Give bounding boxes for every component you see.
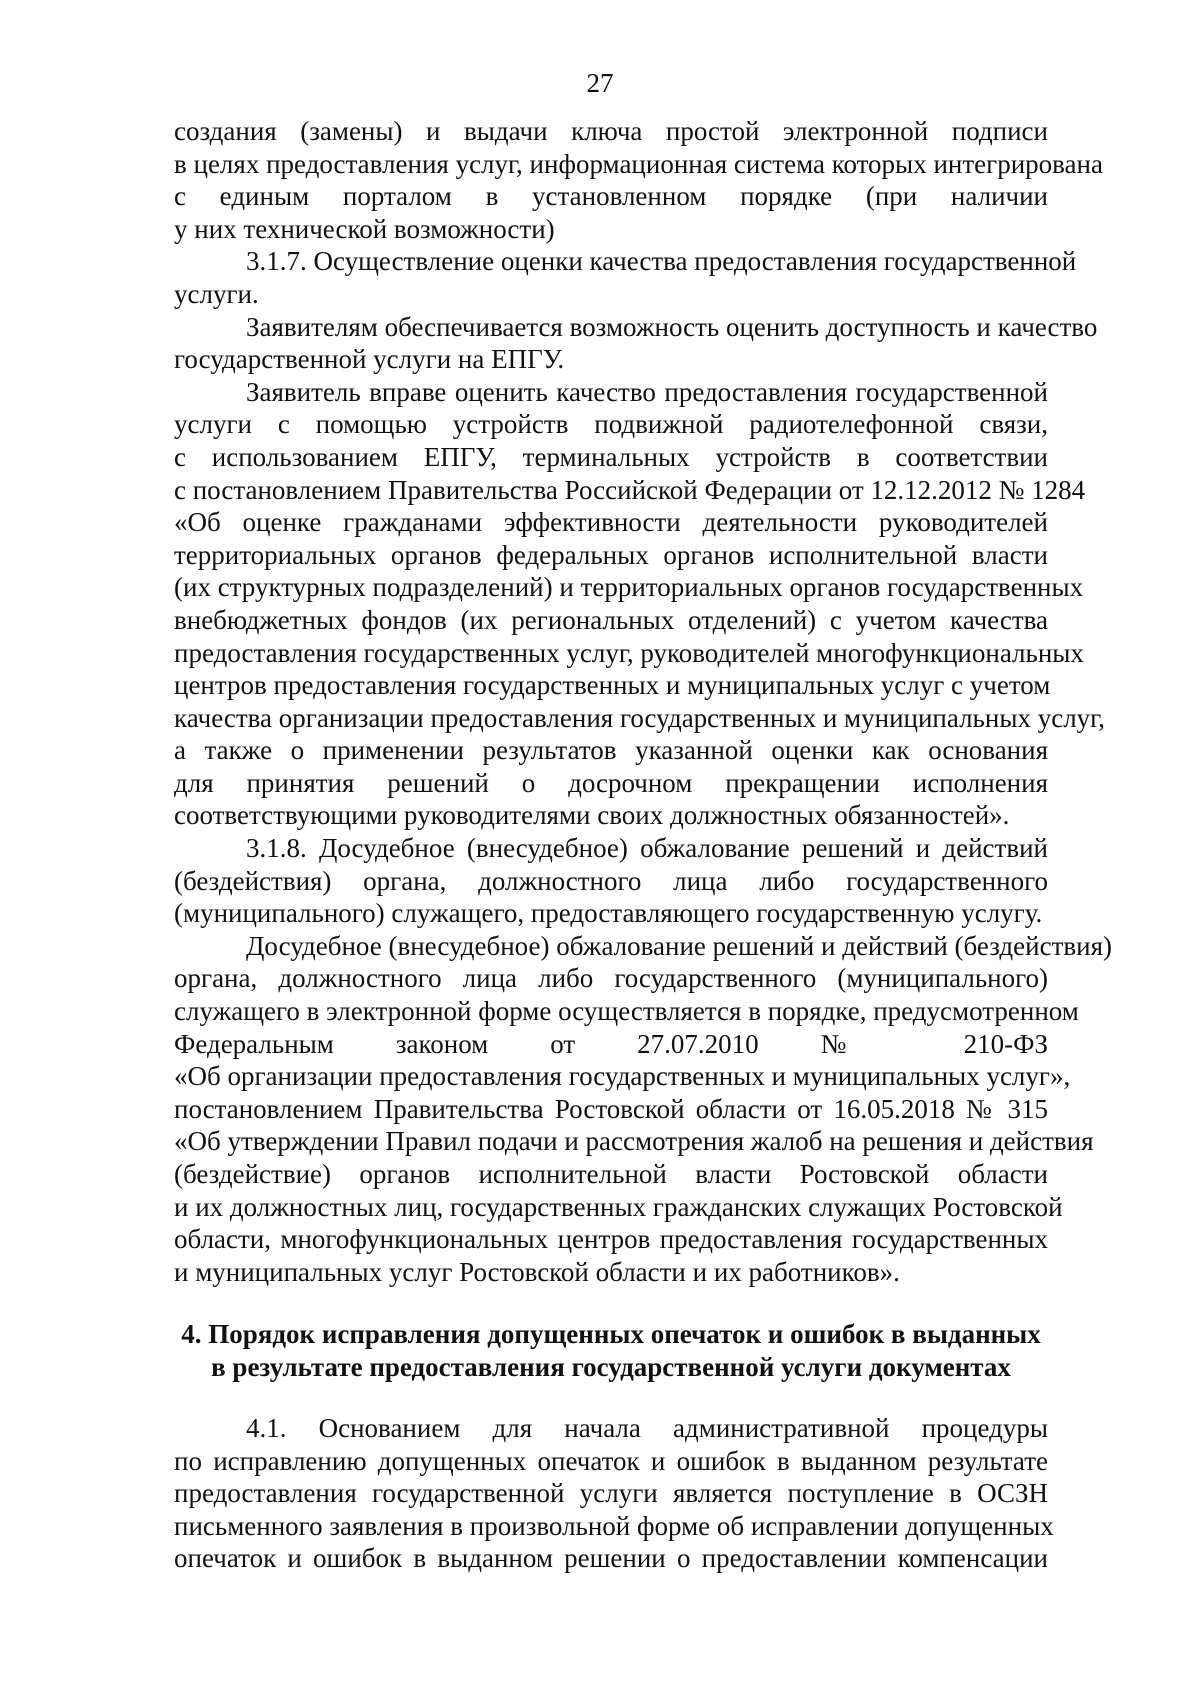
text-line: с использованием ЕПГУ, терминальных устройств в соответствии [174,441,1048,472]
page-number: 27 [586,68,614,98]
text-line: услуги. [174,278,259,309]
text-line: области, многофункциональных центров предоставления государственных [174,1224,1048,1255]
text-line: опечаток и ошибок в выданном решении о предоставлении компенсации [174,1543,1048,1574]
text-line: у них технической возможности) [174,213,555,244]
text-line: по исправлению допущенных опечаток и ошибок в выданном результате [174,1445,1048,1476]
text-line: а также о применении результатов указанной оценки как основания [174,735,1048,766]
text-line: внебюджетных фондов (их региональных отделений) с учетом качества [174,604,1048,635]
text-line: (бездействие) органов исполнительной власти Ростовской области [174,1159,1048,1189]
text-line: соответствующими руководителями своих должностных обязанностей». [174,800,1010,831]
text-line: Заявитель вправе оценить качество предоставления государственной [246,376,1048,407]
text-line: с постановлением Правительства Российской Федерации от 12.12.2012 № 1284 [174,474,1086,505]
text-line: и муниципальных услуг Ростовской области и их работников». [174,1256,900,1287]
text-line: качества организации предоставления государственных и муниципальных услуг, [174,702,1105,733]
text-line: постановлением Правительства Ростовской области от 16.05.2018 № 315 [174,1093,1048,1124]
text-line: «Об утверждении Правил подачи и рассмотрения жалоб на решения и действия [174,1126,1094,1157]
text-line: Досудебное (внесудебное) обжалование решений и действий (бездействия) [246,930,1112,961]
text-line: (бездействия) органа, должностного лица либо государственного [174,865,1048,896]
clause-4-1-heading: 4.1. Основанием для начала административной процедуры [246,1413,1048,1443]
text-line: и их должностных лиц, государственных гражданских служащих Ростовской [174,1191,1063,1222]
text-line: органа, должностного лица либо государственного (муниципального) [174,963,1048,994]
text-line: центров предоставления государственных и муниципальных услуг с учетом [174,670,1051,701]
text-line: территориальных органов федеральных органов исполнительной власти [174,539,1048,570]
section-heading-line: 4. Порядок исправления допущенных опечаток и ошибок в выданных [181,1319,1041,1349]
text-line: в целях предоставления услуг, информационная система которых интегрирована [174,148,1103,179]
text-line: создания (замены) и выдачи ключа простой электронной подписи [174,116,1048,146]
text-line: Заявителям обеспечивается возможность оценить доступность и качество [246,311,1098,342]
clause-3-1-8-heading: 3.1.8. Досудебное (внесудебное) обжалование решений и действий [246,833,1048,864]
body-text [174,115,1112,1288]
text-line: услуги с помощью устройств подвижной радиотелефонной связи, [174,409,1048,440]
text-line: государственной услуги на ЕПГУ. [174,344,565,375]
text-line: предоставления государственных услуг, руководителей многофункциональных [174,637,1084,668]
text-line: для принятия решений о досрочном прекращении исполнения [174,767,1048,798]
text-line: «Об оценке гражданами эффективности деятельности руководителей [174,507,1048,538]
section-4-heading [174,1318,1048,1384]
text-line: с единым порталом в установленном порядке (при наличии [174,181,1048,212]
text-line: письменного заявления в произвольной форме об исправлении допущенных [174,1510,1054,1541]
text-line: «Об организации предоставления государственных и муниципальных услуг», [174,1061,1071,1092]
text-line: предоставления государственной услуги является поступление в ОСЗН [174,1478,1048,1509]
text-line: (их структурных подразделений) и территориальных органов государственных [174,572,1084,603]
text-line: (муниципального) служащего, предоставляющего государственную услугу. [174,898,1043,929]
text-line: Федеральным законом от 27.07.2010 № 210-ФЗ [174,1028,1048,1059]
section-4-text [174,1412,1054,1575]
text-line: служащего в электронной форме осуществляется в порядке, предусмотренном [174,996,1079,1027]
section-heading-line: в результате предоставления государственной услуги документах [211,1352,1011,1382]
clause-3-1-7-heading: 3.1.7. Осуществление оценки качества предоставления государственной [246,246,1077,277]
